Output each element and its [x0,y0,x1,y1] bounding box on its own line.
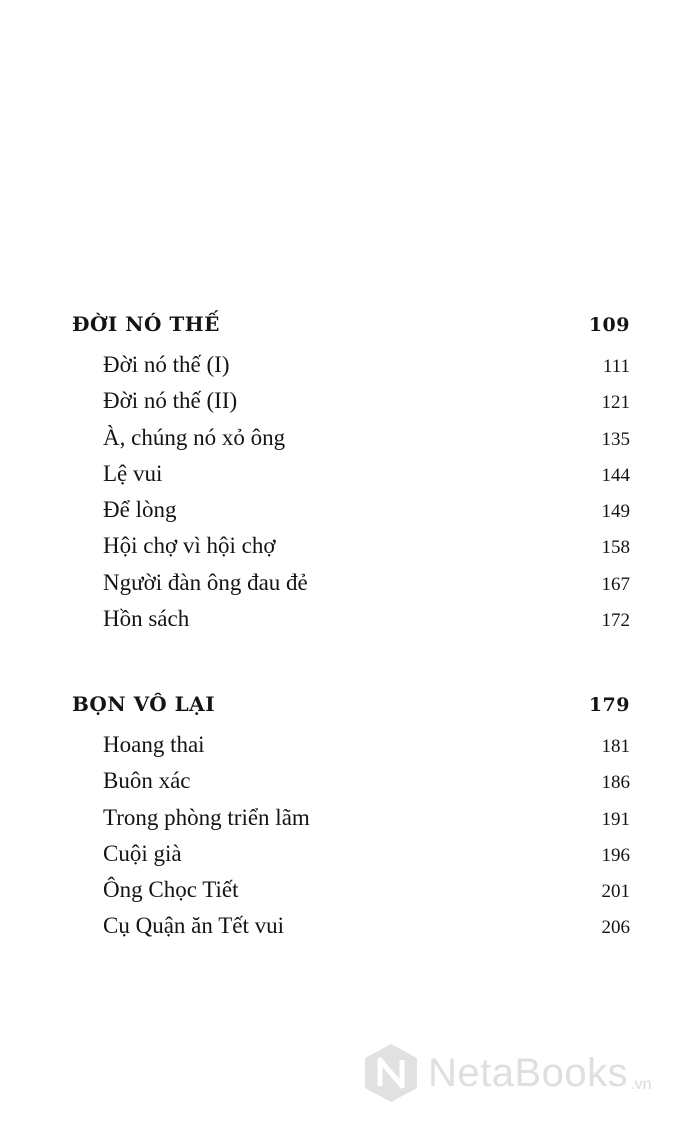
toc-entry[interactable] [72,732,630,768]
entry-page-number: 191 [601,808,630,830]
watermark [362,1042,652,1104]
section-page-number: 179 [588,694,630,716]
toc-section-doi-no-the [72,312,630,642]
entry-title: Đời nó thế (II) [103,388,238,414]
watermark-brand: NetaBooks [428,1050,629,1095]
toc-entry[interactable] [72,913,630,949]
entry-page-number: 201 [601,881,630,903]
toc-section-bon-vo-lai [72,692,630,950]
toc-entry[interactable] [72,388,630,424]
entry-title: À, chúng nó xỏ ông [103,424,286,450]
entry-page-number: 149 [601,501,630,523]
section-title: ĐỜI NÓ THẾ [72,312,220,336]
entry-page-number: 144 [601,464,630,486]
entry-title: Hồn sách [103,606,190,632]
toc-entry[interactable] [72,533,630,569]
entry-page-number: 186 [601,772,630,794]
entry-title: Người đàn ông đau đẻ [103,569,308,595]
toc-entry[interactable] [72,570,630,606]
toc-entry[interactable] [72,461,630,497]
entry-title: Buôn xác [103,768,191,794]
entry-page-number: 167 [601,573,630,595]
entry-page-number: 172 [601,610,630,632]
toc-entry[interactable] [72,497,630,533]
entry-page-number: 181 [601,736,630,757]
entry-title: Đời nó thế (I) [103,352,230,377]
section-page-number: 109 [588,314,630,336]
toc-entry[interactable] [72,606,630,642]
entry-title: Cụ Quận ăn Tết vui [103,913,284,939]
section-heading[interactable] [72,692,630,732]
entry-title: Cuội già [103,840,182,866]
entry-page-number: 121 [601,392,630,414]
toc-entry[interactable] [72,805,630,841]
toc-entry[interactable] [72,877,630,913]
entry-page-number: 196 [601,844,630,866]
entry-page-number: 111 [602,356,630,377]
toc-entry-list [72,732,630,950]
toc-entry[interactable] [72,425,630,461]
entry-title: Trong phòng triển lãm [103,804,310,830]
section-title: BỌN VÔ LẠI [72,692,216,716]
entry-title: Ông Chọc Tiết [103,877,239,903]
entry-title: Hội chợ vì hội chợ [103,533,276,559]
section-heading[interactable] [72,312,630,352]
entry-page-number: 135 [601,428,630,450]
entry-page-number: 206 [601,917,630,939]
watermark-suffix: .vn [630,1076,652,1093]
entry-page-number: 158 [601,537,630,559]
toc-entry[interactable] [72,841,630,877]
toc-entry[interactable] [72,352,630,388]
toc-entry-list [72,352,630,642]
entry-title: Hoang thai [103,732,205,757]
toc-entry[interactable] [72,768,630,804]
entry-title: Lệ vui [103,460,163,486]
netabooks-logo-icon [362,1042,420,1104]
entry-title: Để lòng [103,497,177,523]
